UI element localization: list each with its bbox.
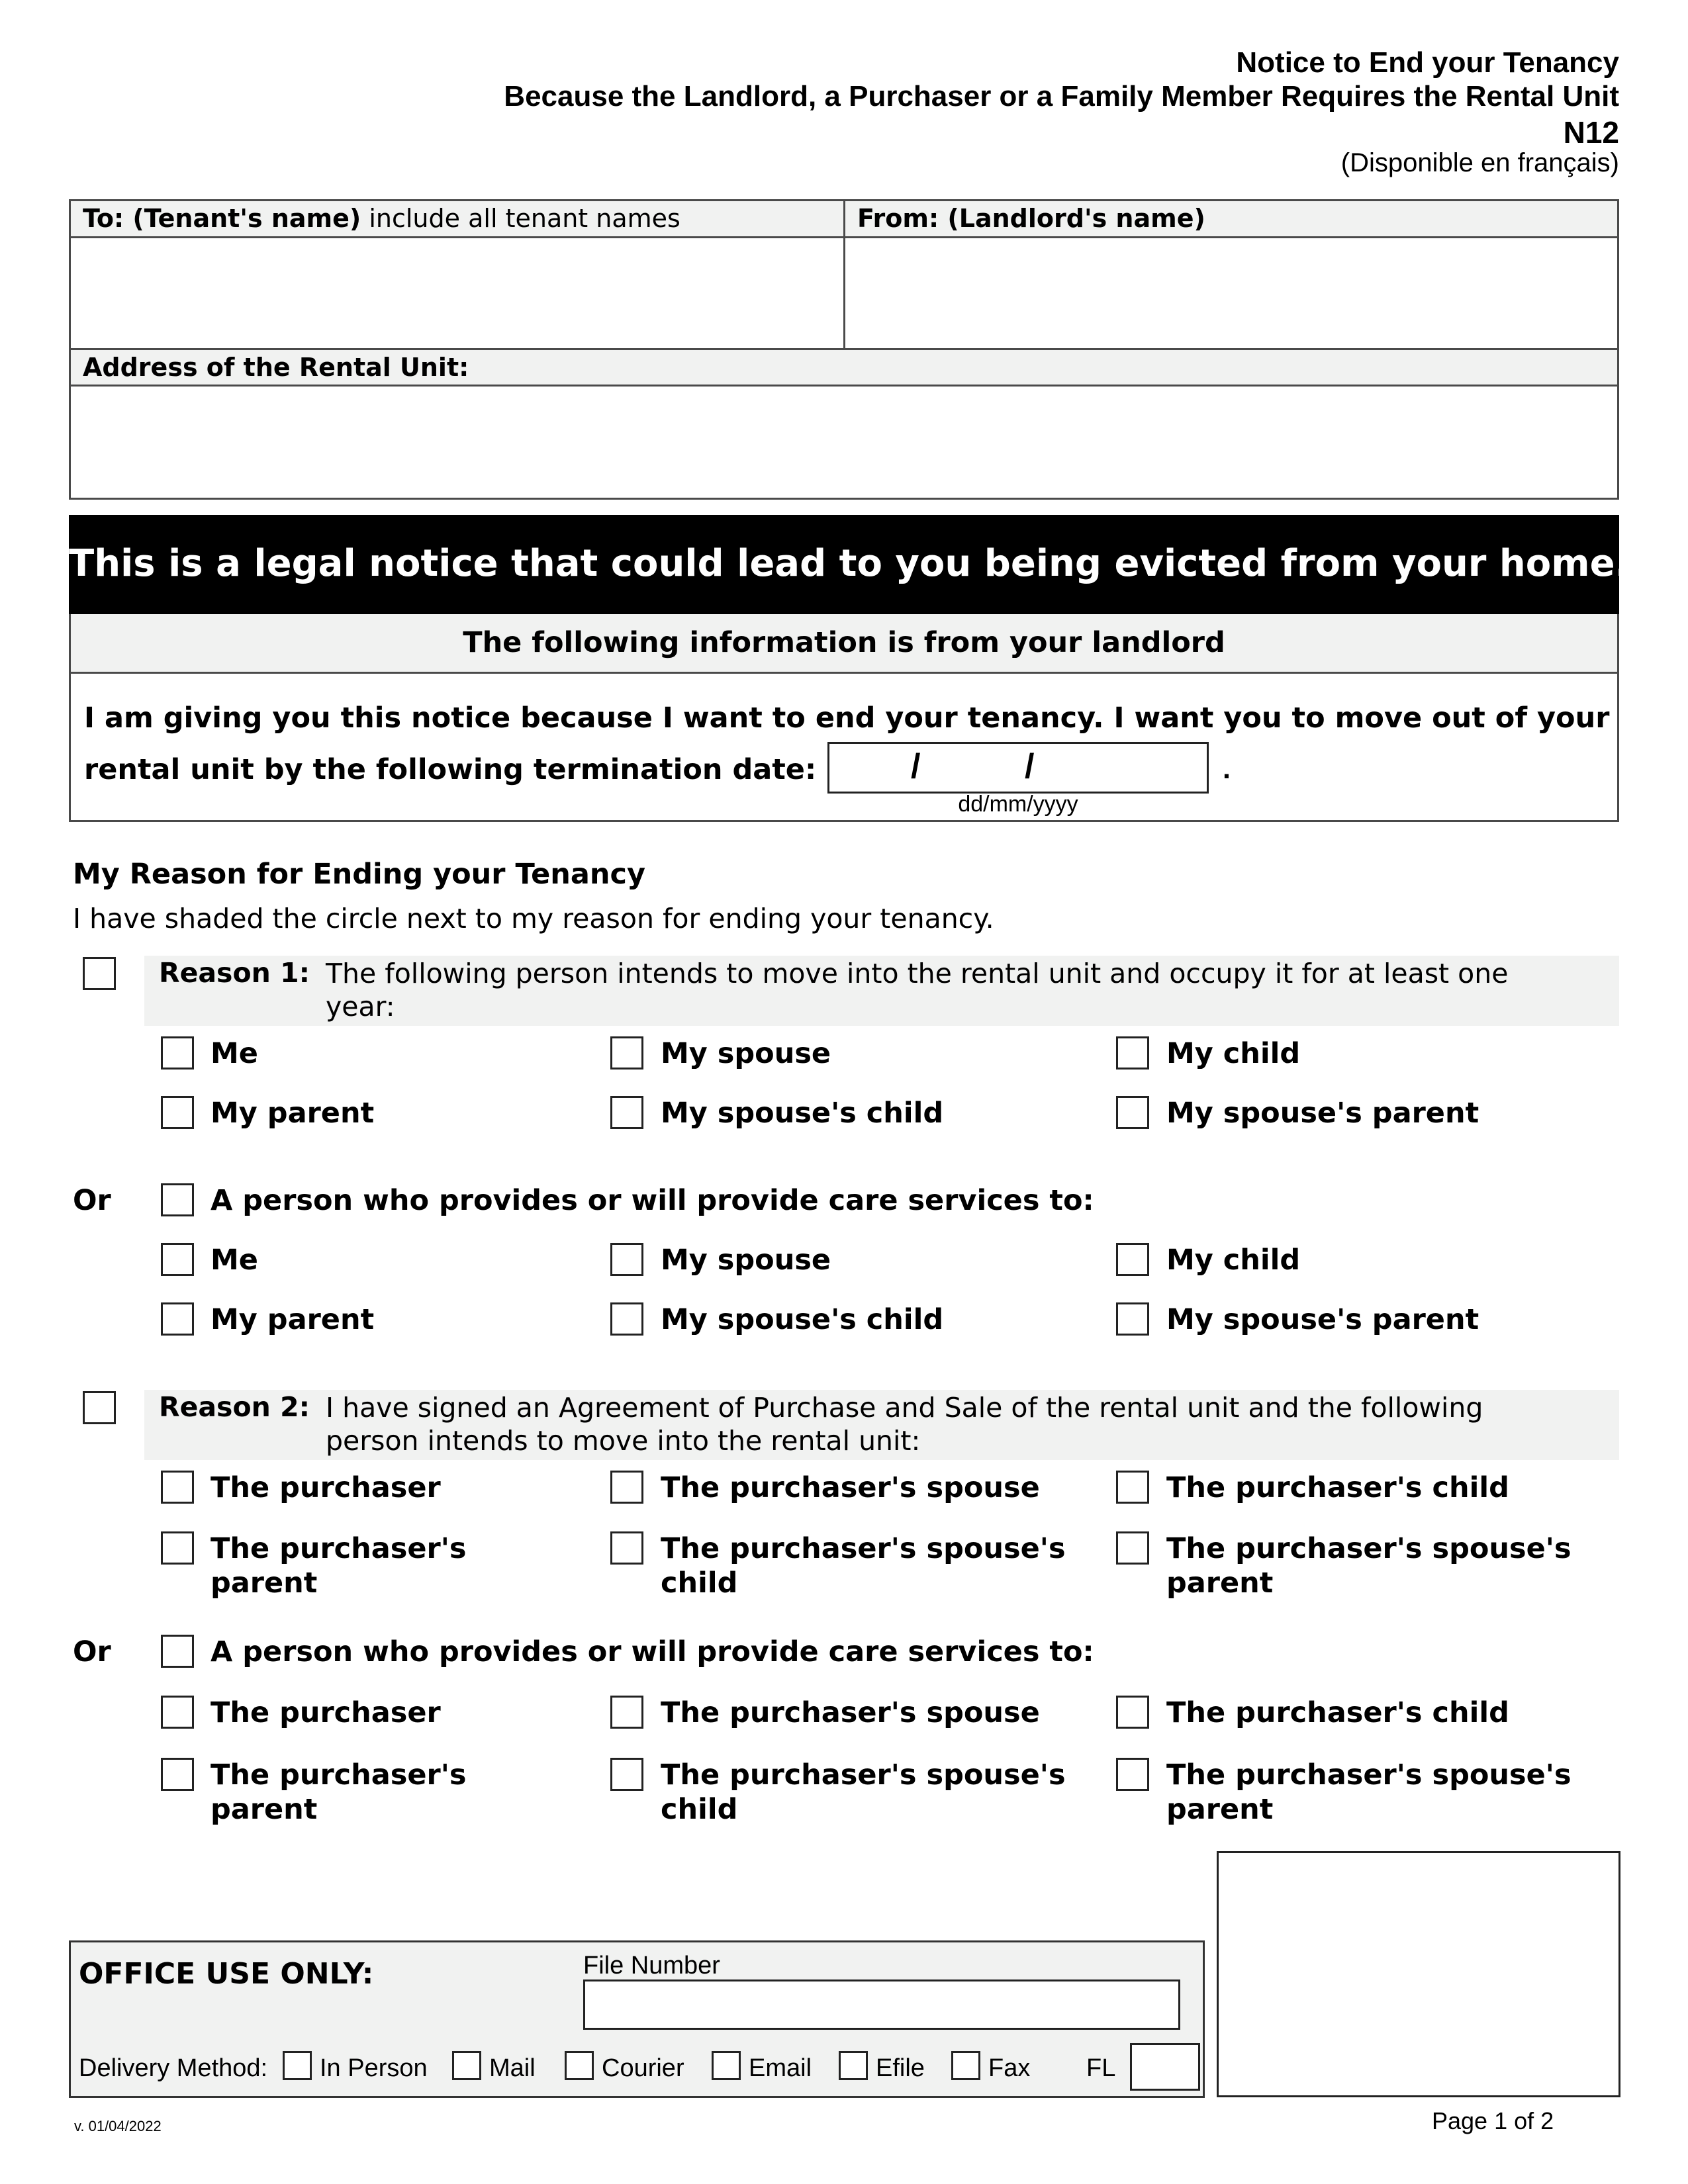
file-number-input[interactable] — [583, 1979, 1180, 2030]
to-hint: include all tenant names — [369, 204, 680, 233]
landlord-name-field[interactable] — [845, 238, 1617, 348]
r2-care-purchaser-spouse-child-label: The purchaser's spouse's child — [661, 1758, 1066, 1826]
address-header — [71, 348, 1617, 387]
r1-parent-label: My parent — [211, 1097, 375, 1130]
r1-care-spouse-parent-checkbox[interactable] — [1116, 1302, 1149, 1336]
r2-purchaser-child-checkbox[interactable] — [1116, 1471, 1149, 1504]
r2-purchaser-spouse-child-label: The purchaser's spouse's child — [661, 1532, 1066, 1600]
r1-spouse-parent-checkbox[interactable] — [1116, 1096, 1149, 1129]
r1-care-me-label: Me — [211, 1244, 258, 1277]
parties-table — [69, 199, 1619, 500]
version-label: v. 01/04/2022 — [74, 2118, 162, 2134]
date-period: . — [1223, 753, 1231, 785]
r1-care-label: A person who provides or will provide care services to: — [211, 1184, 1094, 1217]
delivery-in-person-checkbox[interactable] — [283, 2051, 312, 2080]
from-header — [845, 201, 1617, 238]
page-number: Page 1 of 2 — [1432, 2107, 1554, 2134]
info-header — [71, 614, 1617, 674]
r2-purchaser-child-label: The purchaser's child — [1166, 1471, 1509, 1504]
r2-purchaser-spouse-parent-checkbox[interactable] — [1116, 1531, 1149, 1565]
r2-care-label: A person who provides or will provide care services to: — [211, 1635, 1094, 1668]
r2-care-purchaser-spouse-checkbox[interactable] — [610, 1696, 643, 1729]
reason-1-text-line-2: year: — [326, 991, 395, 1023]
r1-child-checkbox[interactable] — [1116, 1036, 1149, 1069]
r2-purchaser-label: The purchaser — [211, 1471, 441, 1504]
r2-care-purchaser-parent-label: The purchaser's parent — [211, 1758, 467, 1826]
french-availability: (Disponible en français) — [1340, 148, 1619, 177]
r2-care-purchaser-child-checkbox[interactable] — [1116, 1696, 1149, 1729]
r1-me-label: Me — [211, 1037, 258, 1070]
r2-care-purchaser-spouse-parent-checkbox[interactable] — [1116, 1758, 1149, 1791]
to-header — [71, 201, 845, 238]
reason-2-label: Reason 2: — [159, 1391, 310, 1423]
address-label: Address of the Rental Unit: — [83, 353, 469, 382]
r2-purchaser-spouse-label: The purchaser's spouse — [661, 1471, 1040, 1504]
r2-purchaser-parent-label: The purchaser's parent — [211, 1532, 467, 1600]
landlord-info-box — [69, 614, 1619, 822]
office-use-title: OFFICE USE ONLY: — [79, 1957, 374, 1991]
delivery-fax-label: Fax — [988, 2054, 1031, 2082]
fl-label: FL — [1086, 2054, 1116, 2082]
r2-purchaser-checkbox[interactable] — [161, 1471, 194, 1504]
reason-2-text-line-2: person intends to move into the rental unit: — [326, 1425, 921, 1457]
r1-parent-checkbox[interactable] — [161, 1096, 194, 1129]
delivery-mail-checkbox[interactable] — [452, 2051, 481, 2080]
r1-spouse-label: My spouse — [661, 1037, 831, 1070]
r1-care-spouse-label: My spouse — [661, 1244, 831, 1277]
date-separator-1: / — [911, 747, 921, 786]
r2-care-purchaser-parent-checkbox[interactable] — [161, 1758, 194, 1791]
rental-address-field[interactable] — [71, 387, 1617, 498]
to-label: To: (Tenant's name) — [83, 204, 361, 233]
r1-care-child-label: My child — [1166, 1244, 1301, 1277]
r2-care-purchaser-spouse-parent-label: The purchaser's spouse's parent — [1166, 1758, 1571, 1826]
reason-2-band — [144, 1390, 1619, 1460]
delivery-courier-checkbox[interactable] — [565, 2051, 594, 2080]
r2-purchaser-spouse-child-checkbox[interactable] — [610, 1531, 643, 1565]
reason-2-text-line-1: I have signed an Agreement of Purchase and Sale of the rental unit and the following — [326, 1392, 1483, 1424]
reason-1-band — [144, 956, 1619, 1026]
r1-child-label: My child — [1166, 1037, 1301, 1070]
r2-purchaser-parent-checkbox[interactable] — [161, 1531, 194, 1565]
date-format-hint: dd/mm/yyyy — [958, 792, 1078, 817]
reason-1-label: Reason 1: — [159, 957, 310, 989]
from-label: From: (Landlord's name) — [857, 204, 1205, 233]
reason-section-title: My Reason for Ending your Tenancy — [73, 858, 645, 891]
delivery-method-label: Delivery Method: — [79, 2054, 268, 2082]
notice-line-1: I am giving you this notice because I want to end your tenancy. I want you to move out of your — [84, 702, 1610, 735]
r1-care-spouse-child-checkbox[interactable] — [610, 1302, 643, 1336]
form-title: Notice to End your Tenancy — [1236, 46, 1619, 79]
delivery-email-label: Email — [749, 2054, 812, 2082]
reason-2-checkbox[interactable] — [83, 1391, 116, 1424]
r2-purchaser-spouse-checkbox[interactable] — [610, 1471, 643, 1504]
r1-me-checkbox[interactable] — [161, 1036, 194, 1069]
form-code: N12 — [1563, 115, 1619, 150]
r2-purchaser-spouse-parent-label: The purchaser's spouse's parent — [1166, 1532, 1571, 1600]
r2-care-purchaser-child-label: The purchaser's child — [1166, 1696, 1509, 1729]
legal-notice-banner — [69, 515, 1629, 615]
r2-care-purchaser-spouse-label: The purchaser's spouse — [661, 1696, 1040, 1729]
r2-or-label: Or — [73, 1635, 111, 1668]
r1-care-spouse-checkbox[interactable] — [610, 1243, 643, 1276]
delivery-courier-label: Courier — [602, 2054, 684, 2082]
r1-spouse-child-label: My spouse's child — [661, 1097, 944, 1130]
info-header-text: The following information is from your landlord — [463, 626, 1225, 659]
delivery-fax-checkbox[interactable] — [951, 2051, 980, 2080]
file-number-label: File Number — [583, 1952, 720, 1979]
delivery-in-person-label: In Person — [320, 2054, 428, 2082]
form-subtitle: Because the Landlord, a Purchaser or a Family Member Requires the Rental Unit — [504, 80, 1619, 113]
reason-1-checkbox[interactable] — [83, 957, 116, 990]
reason-1-text — [326, 957, 1508, 1023]
r2-care-purchaser-checkbox[interactable] — [161, 1696, 194, 1729]
r1-care-parent-label: My parent — [211, 1303, 375, 1336]
r1-or-label: Or — [73, 1184, 111, 1217]
r1-spouse-checkbox[interactable] — [610, 1036, 643, 1069]
fl-input[interactable] — [1130, 2043, 1200, 2091]
delivery-mail-label: Mail — [489, 2054, 536, 2082]
r2-care-purchaser-label: The purchaser — [211, 1696, 441, 1729]
termination-date-input[interactable] — [827, 742, 1209, 794]
r1-spouse-parent-label: My spouse's parent — [1166, 1097, 1479, 1130]
delivery-email-checkbox[interactable] — [712, 2051, 741, 2080]
delivery-efile-label: Efile — [876, 2054, 925, 2082]
r2-care-purchaser-spouse-child-checkbox[interactable] — [610, 1758, 643, 1791]
delivery-efile-checkbox[interactable] — [839, 2051, 868, 2080]
r1-care-child-checkbox[interactable] — [1116, 1243, 1149, 1276]
r1-care-checkbox[interactable] — [161, 1183, 194, 1216]
r2-care-checkbox[interactable] — [161, 1635, 194, 1668]
office-use-box — [69, 1940, 1205, 2098]
r1-care-spouse-child-label: My spouse's child — [661, 1303, 944, 1336]
date-separator-2: / — [1025, 747, 1035, 786]
r1-spouse-child-checkbox[interactable] — [610, 1096, 643, 1129]
banner-text: This is a legal notice that could lead to you being evicted from your home. — [69, 542, 1629, 585]
reason-1-text-line-1: The following person intends to move into the rental unit and occupy it for at least one — [326, 958, 1509, 989]
r1-care-parent-checkbox[interactable] — [161, 1302, 194, 1336]
tenant-name-field[interactable] — [71, 238, 845, 348]
reason-instruction: I have shaded the circle next to my reason for ending your tenancy. — [73, 903, 994, 934]
notice-line-2: rental unit by the following termination date: — [84, 753, 817, 786]
r1-care-spouse-parent-label: My spouse's parent — [1166, 1303, 1479, 1336]
r1-care-me-checkbox[interactable] — [161, 1243, 194, 1276]
reason-2-text — [326, 1391, 1483, 1457]
stamp-box[interactable] — [1217, 1851, 1620, 2097]
